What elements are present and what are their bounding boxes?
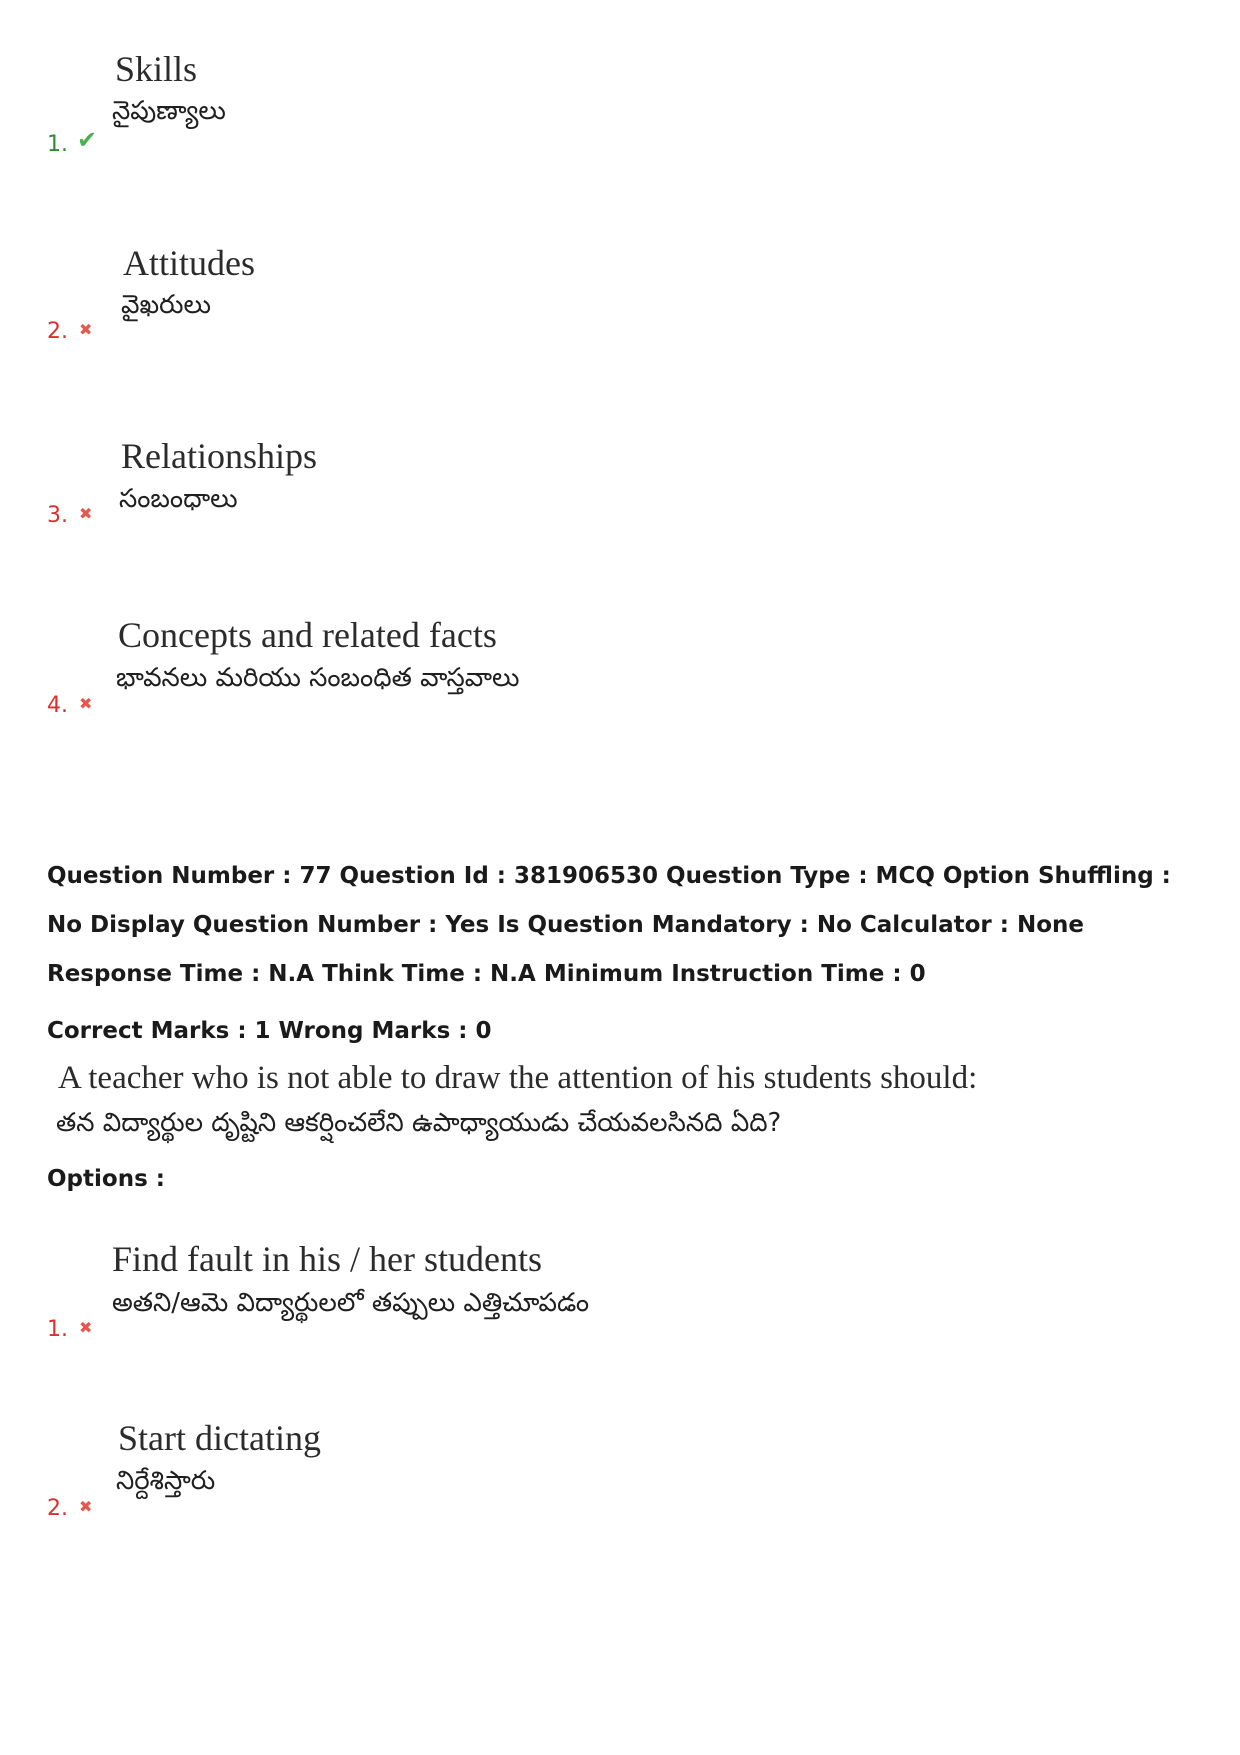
option-number: 1.: [47, 1317, 68, 1342]
option-telugu: వైఖరులు: [121, 290, 211, 320]
option-number: 4.: [47, 693, 68, 718]
option-number: 2.: [47, 1496, 68, 1521]
question-marks: Correct Marks : 1 Wrong Marks : 0: [47, 1018, 492, 1044]
cross-icon: ✖: [79, 694, 93, 713]
option-telugu: నిర్దేశిస్తారు: [116, 1466, 216, 1496]
option-number: 2.: [47, 319, 68, 344]
option-english: Concepts and related facts: [118, 615, 497, 655]
options-label: Options :: [47, 1166, 165, 1192]
option-number: 1.: [47, 132, 68, 157]
option-english: Find fault in his / her students: [112, 1239, 542, 1279]
option-english: Skills: [115, 49, 198, 89]
question-telugu: తన విద్యార్థుల దృష్టిని ఆకర్షించలేని ఉపాధ్యాయుడు చేయవలసినది ఏది?: [56, 1108, 782, 1138]
question-meta: Question Number : 77 Question Id : 381906530 Question Type : MCQ Option Shuffling : No Display Question Number : Yes Is Question Mandatory : No Calculator : None Response Time : N.A Think Time : N.A Minimum Instruction Time : 0: [47, 863, 1171, 987]
option-english: Attitudes: [123, 243, 255, 283]
option-telugu: అతని/ఆమె విద్యార్థులలో తప్పులు ఎత్తిచూపడం: [112, 1288, 590, 1318]
option-telugu: సంబంధాలు: [119, 484, 238, 514]
option-telugu: నైపుణ్యాలు: [112, 96, 226, 126]
option-english: Start dictating: [118, 1418, 321, 1458]
cross-icon: ✖: [79, 504, 93, 523]
option-telugu: భావనలు మరియు సంబంధిత వాస్తవాలు: [116, 663, 520, 693]
option-english: Relationships: [121, 436, 317, 476]
option-number: 3.: [47, 503, 68, 528]
cross-icon: ✖: [79, 1318, 93, 1337]
check-icon: ✔: [77, 126, 98, 154]
question-english: A teacher who is not able to draw the attention of his students should:: [58, 1060, 978, 1096]
cross-icon: ✖: [79, 1497, 93, 1516]
cross-icon: ✖: [79, 320, 93, 339]
